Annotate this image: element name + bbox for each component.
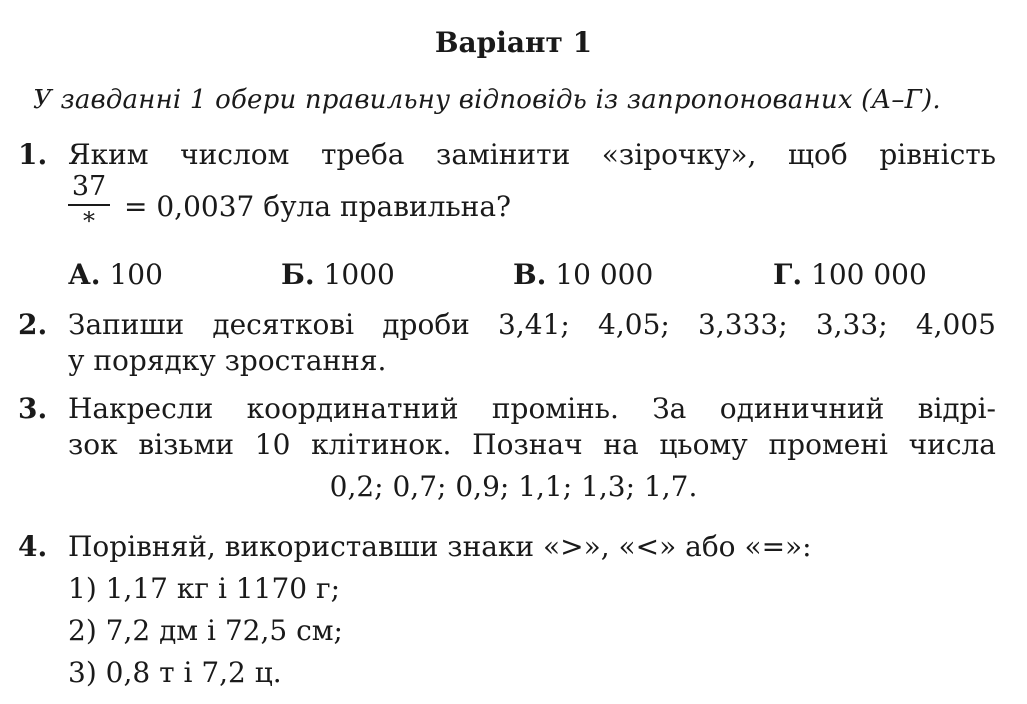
answer-letter: Г. — [773, 258, 803, 291]
task3-number: 3. — [18, 392, 48, 425]
answer-value: 10 000 — [555, 258, 654, 291]
task2-line1: Запиши десяткові дроби 3,41; 4,05; 3,333; 3,33; 4,005 — [68, 308, 996, 341]
task4-item-2: 2) 7,2 дм і 72,5 см; — [68, 614, 343, 647]
task1-fraction — [68, 171, 110, 234]
answer-option-v — [513, 258, 653, 291]
task1-equation-rest: = 0,0037 була правильна? — [124, 190, 512, 223]
answer-option-b — [281, 258, 395, 291]
fraction-denominator: * — [83, 207, 95, 235]
answer-letter: А. — [68, 258, 101, 291]
answer-value: 1000 — [323, 258, 395, 291]
task1-number: 1. — [18, 138, 48, 171]
instruction-text: У завданні 1 обери правильну відповідь із запропонованих (А–Г). — [33, 85, 941, 115]
page-title: Варіант 1 — [434, 26, 593, 59]
task4-item-3: 3) 0,8 т і 7,2 ц. — [68, 656, 282, 689]
task3-line2: зок візьми 10 клітинок. Познач на цьому промені числа — [68, 428, 996, 461]
fraction-bar — [68, 204, 110, 206]
fraction-numerator: 37 — [71, 171, 107, 202]
task3-line1: Накресли координатний промінь. За одиничний відрі- — [68, 392, 996, 425]
task3-line3: 0,2; 0,7; 0,9; 1,1; 1,3; 1,7. — [329, 470, 698, 503]
task1-line1: Яким числом треба замінити «зірочку», щоб рівність — [68, 138, 996, 171]
answer-value: 100 — [109, 258, 163, 291]
task4-number: 4. — [18, 530, 48, 563]
answer-letter: Б. — [281, 258, 315, 291]
task2-line2: у порядку зростання. — [68, 344, 387, 377]
task2-number: 2. — [18, 308, 48, 341]
answer-letter: В. — [513, 258, 547, 291]
task4-line1: Порівняй, використавши знаки «>», «<» або «=»: — [68, 530, 812, 563]
answer-option-a — [68, 258, 163, 291]
answer-option-g — [773, 258, 927, 291]
answer-value: 100 000 — [811, 258, 927, 291]
task4-item-1: 1) 1,17 кг і 1170 г; — [68, 572, 341, 605]
